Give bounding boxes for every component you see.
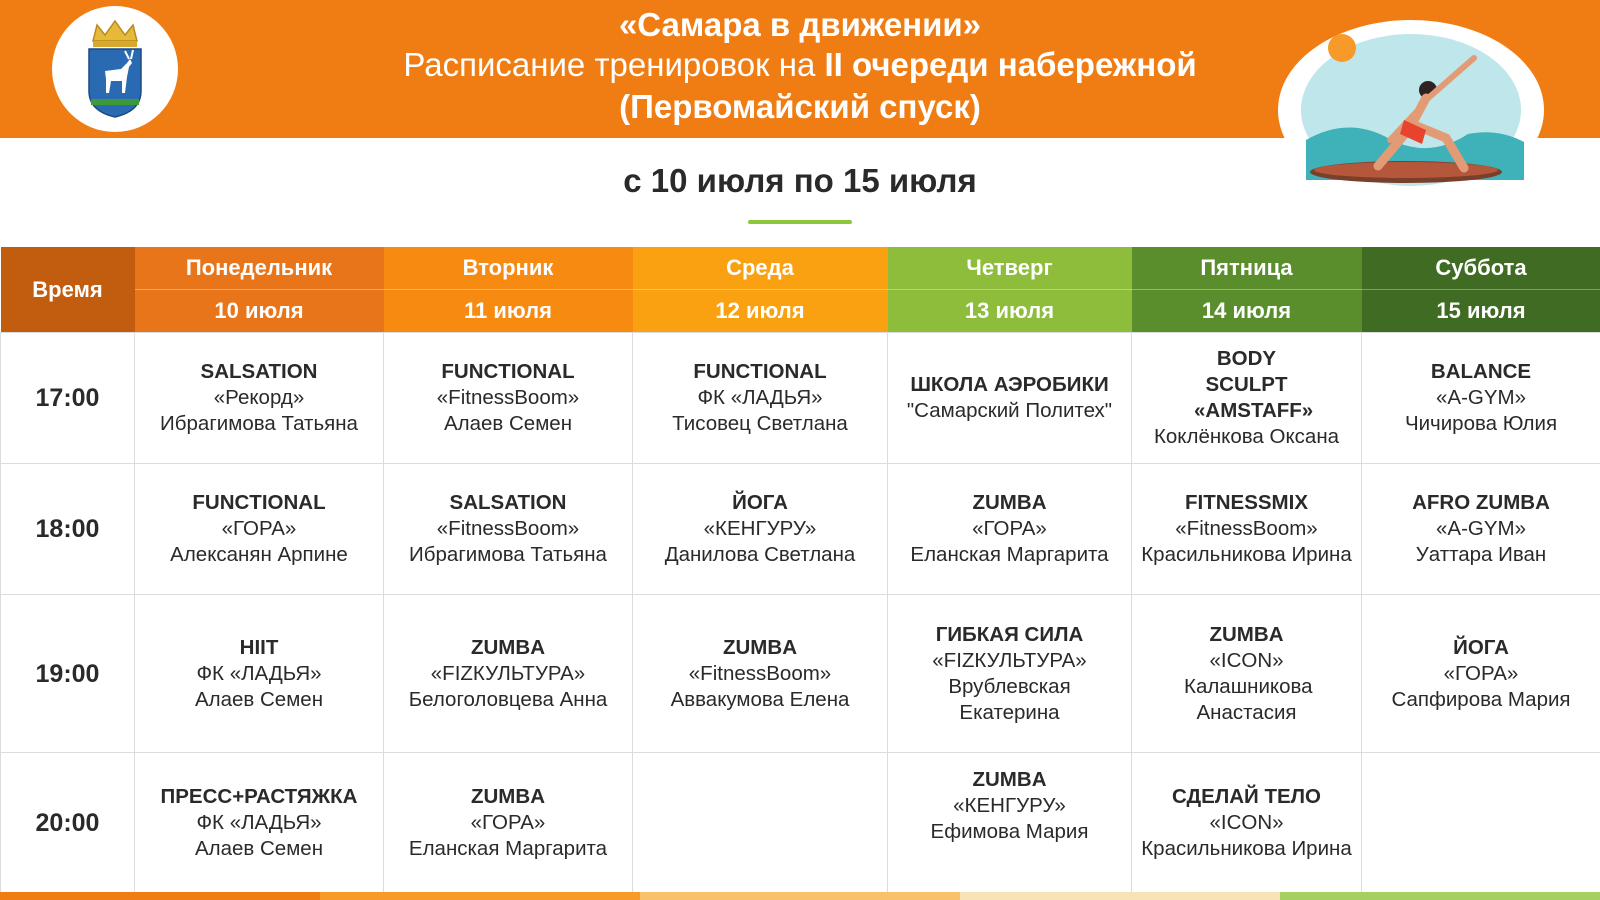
subtitle-plain: Расписание тренировок на: [403, 46, 825, 83]
table-row: [1, 595, 1600, 753]
club-name: «КЕНГУРУ»: [953, 794, 1066, 817]
club-name: «FIZКУЛЬТУРА»: [932, 648, 1087, 672]
class-name: ZUMBA: [470, 635, 545, 659]
title-block: [300, 6, 1300, 128]
trainer-name: Ибрагимова Татьяна: [160, 412, 358, 435]
session-cell: [888, 333, 1132, 464]
session-cell-empty: [1362, 753, 1600, 893]
session-cell: [1362, 464, 1600, 595]
class-name: SALSATION: [200, 360, 318, 383]
club-name: «FIZКУЛЬТУРА»: [430, 661, 586, 685]
session-cell: [135, 333, 384, 464]
club-name: ФК «ЛАДЬЯ»: [697, 386, 823, 409]
trainer-name: Врублевская Екатерина: [948, 674, 1071, 724]
day-header-tuesday: Вторник: [384, 247, 633, 290]
subtitle-bold: II очереди набережной: [824, 46, 1197, 83]
class-name: ШКОЛА АЭРОБИКИ: [910, 373, 1109, 396]
trainer-name: Уаттара Иван: [1415, 543, 1547, 566]
day-header-thursday: Четверг: [888, 247, 1132, 290]
session-cell: [135, 753, 384, 893]
day-date-wednesday: 12 июля: [633, 290, 888, 333]
class-name: ЙОГА: [1453, 635, 1509, 659]
session-cell: [135, 464, 384, 595]
page-title: «Самара в движении»: [618, 6, 982, 43]
class-name: FUNCTIONAL: [192, 491, 326, 514]
club-name: «A-GYM»: [1436, 517, 1526, 540]
class-name: HIIT: [239, 635, 279, 659]
trainer-name: Ефимова Мария: [930, 820, 1089, 843]
session-cell: [384, 753, 633, 893]
trainer-name: Алаев Семен: [194, 687, 324, 711]
session-cell: [888, 464, 1132, 595]
trainer-name: Алаев Семен: [443, 412, 573, 435]
trainer-name: Чичирова Юлия: [1404, 412, 1558, 435]
session-cell: [633, 333, 888, 464]
day-date-friday: 14 июля: [1132, 290, 1362, 333]
class-name: ZUMBA: [1209, 622, 1284, 646]
day-header-monday: Понедельник: [135, 247, 384, 290]
session-cell: [384, 464, 633, 595]
schedule-table: [0, 247, 1600, 893]
class-name: FUNCTIONAL: [693, 360, 827, 383]
class-name: SALSATION: [449, 491, 567, 514]
club-name: «FitnessBoom»: [688, 661, 832, 685]
trainer-name: Красильникова Ирина: [1141, 836, 1352, 860]
footer-color-stripe: [0, 892, 1600, 900]
club-name: «FitnessBoom»: [1175, 517, 1318, 540]
class-name: FITNESSMIX: [1184, 491, 1308, 514]
table-row: [1, 753, 1600, 893]
class-name: ZUMBA: [972, 768, 1047, 791]
day-header-saturday: Суббота: [1362, 247, 1600, 290]
class-name: FUNCTIONAL: [441, 360, 575, 383]
trainer-name: Коклёнкова Оксана: [1153, 425, 1340, 448]
day-date-tuesday: 11 июля: [384, 290, 633, 333]
trainer-name: Данилова Светлана: [664, 543, 856, 566]
class-name: AFRO ZUMBA: [1412, 491, 1550, 514]
class-name: ZUMBA: [722, 635, 797, 659]
trainer-name: Белоголовцева Анна: [408, 687, 608, 711]
day-header-wednesday: Среда: [633, 247, 888, 290]
day-date-saturday: 15 июля: [1362, 290, 1600, 333]
page-subtitle: [300, 44, 1300, 86]
session-cell: [1362, 333, 1600, 464]
trainer-name: Красильникова Ирина: [1141, 543, 1352, 566]
class-name: ЙОГА: [732, 491, 788, 514]
date-range: с 10 июля по 15 июля: [623, 162, 977, 199]
class-name: BALANCE: [1430, 360, 1532, 383]
trainer-name: Тисовец Светлана: [672, 412, 848, 435]
trainer-name: Аввакумова Елена: [670, 687, 850, 711]
session-cell: [1132, 753, 1362, 893]
class-name: СДЕЛАЙ ТЕЛО: [1172, 784, 1321, 808]
class-name: ZUMBA: [470, 784, 545, 808]
session-cell: [888, 753, 1132, 893]
club-name: «FitnessBoom»: [436, 386, 580, 409]
club-name: «FitnessBoom»: [436, 517, 580, 540]
club-name: «ГОРА»: [221, 517, 297, 540]
club-name: «ICON»: [1209, 810, 1284, 834]
time-slot: 20:00: [1, 753, 135, 893]
class-name: ZUMBA: [972, 491, 1047, 514]
trainer-name: Еланская Маргарита: [408, 836, 608, 860]
time-slot: 17:00: [1, 333, 135, 464]
club-name: «ICON»: [1209, 648, 1284, 672]
table-row: [1, 333, 1600, 464]
session-cell: [384, 333, 633, 464]
club-name: ФК «ЛАДЬЯ»: [196, 810, 322, 834]
session-cell-empty: [633, 753, 888, 893]
session-cell: [1362, 595, 1600, 753]
date-underline: [748, 220, 852, 224]
day-date-thursday: 13 июля: [888, 290, 1132, 333]
samara-coat-of-arms-icon: [52, 6, 178, 132]
club-name: «ГОРА»: [1443, 661, 1519, 685]
trainer-name: Еланская Маргарита: [910, 543, 1109, 566]
session-cell: [135, 595, 384, 753]
day-date-monday: 10 июля: [135, 290, 384, 333]
session-cell: [384, 595, 633, 753]
class-name: ГИБКАЯ СИЛА: [935, 622, 1084, 646]
session-cell: [633, 464, 888, 595]
session-cell: [1132, 464, 1362, 595]
session-cell: [633, 595, 888, 753]
trainer-name: Калашникова Анастасия: [1184, 674, 1313, 724]
club-name: «КЕНГУРУ»: [703, 517, 817, 540]
club-name: «Рекорд»: [213, 386, 305, 409]
club-name: «ГОРА»: [972, 517, 1047, 540]
trainer-name: Ибрагимова Татьяна: [409, 543, 607, 566]
time-column-header: Время: [1, 247, 135, 333]
class-name: ПРЕСС+РАСТЯЖКА: [160, 784, 358, 808]
session-cell: [1132, 333, 1362, 464]
class-name: BODY SCULPT «AMSTAFF»: [1194, 347, 1314, 422]
session-cell: [1132, 595, 1362, 753]
trainer-name: Алаев Семен: [194, 836, 324, 860]
club-name: "Самарский Политех": [906, 399, 1113, 422]
club-name: «A-GYM»: [1436, 386, 1526, 409]
club-name: ФК «ЛАДЬЯ»: [196, 661, 322, 685]
page-subtitle-location: (Первомайский спуск): [619, 88, 981, 125]
club-name: «ГОРА»: [470, 810, 546, 834]
time-slot: 19:00: [1, 595, 135, 753]
day-header-friday: Пятница: [1132, 247, 1362, 290]
trainer-name: Сапфирова Мария: [1391, 687, 1571, 711]
table-row: [1, 464, 1600, 595]
session-cell: [888, 595, 1132, 753]
trainer-name: Алексанян Арпине: [170, 543, 348, 566]
time-slot: 18:00: [1, 464, 135, 595]
